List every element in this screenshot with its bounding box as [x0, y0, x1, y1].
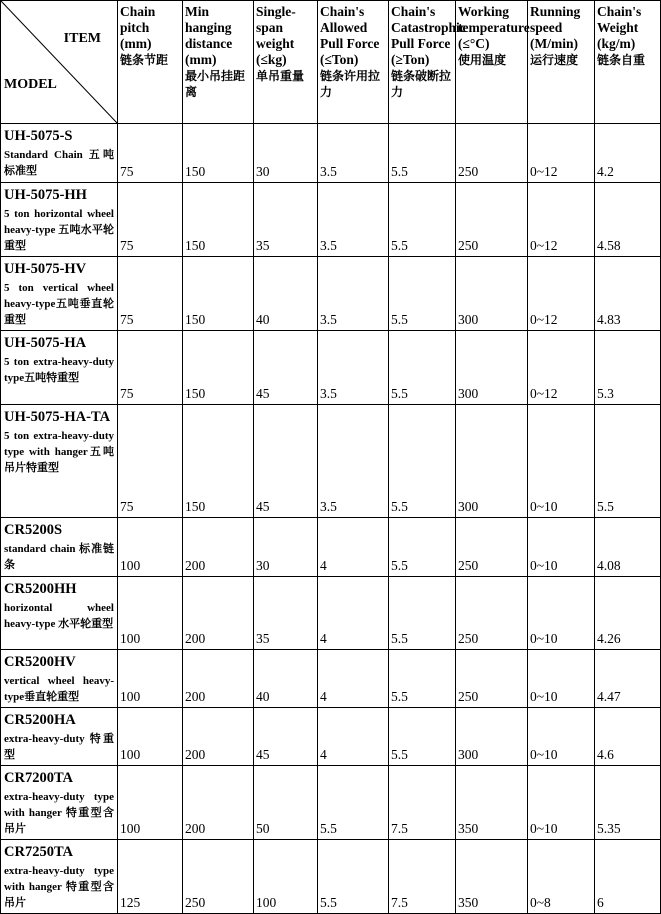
cell-chain-pitch: 125 — [118, 840, 183, 914]
cell-working-temperature: 300 — [456, 331, 528, 405]
cell-allowed-pull-force: 3.5 — [318, 331, 389, 405]
cell-min-hanging-distance: 200 — [183, 766, 254, 840]
cell-allowed-pull-force: 4 — [318, 577, 389, 650]
model-cell: UH-5075-HV 5 ton vertical wheel heavy-type五吨垂直轮重型 — [1, 257, 118, 331]
cell-running-speed: 0~10 — [528, 518, 595, 577]
cell-allowed-pull-force: 5.5 — [318, 766, 389, 840]
cell-chain-pitch: 75 — [118, 257, 183, 331]
cell-working-temperature: 250 — [456, 650, 528, 708]
cell-chain-pitch: 100 — [118, 577, 183, 650]
model-cell: CR5200HV vertical wheel heavy-type垂直轮重型 — [1, 650, 118, 708]
cell-min-hanging-distance: 200 — [183, 518, 254, 577]
diagonal-divider — [1, 1, 118, 124]
table-row — [1, 518, 661, 577]
model-cell: UH-5075-HA 5 ton extra-heavy-duty type五吨特重型 — [1, 331, 118, 405]
cell-catastrophic-pull-force: 5.5 — [389, 124, 456, 183]
col-header-min-hanging-distance: Min hanging distance (mm) 最小吊挂距离 — [183, 1, 254, 124]
col-header-single-span-weight: Single-span weight (≤kg) 单吊重量 — [254, 1, 318, 124]
cell-chain-weight: 5.35 — [595, 766, 661, 840]
table-row — [1, 708, 661, 766]
cell-min-hanging-distance: 200 — [183, 650, 254, 708]
cell-chain-pitch: 75 — [118, 331, 183, 405]
cell-min-hanging-distance: 150 — [183, 183, 254, 257]
cell-chain-weight: 4.08 — [595, 518, 661, 577]
cell-min-hanging-distance: 200 — [183, 577, 254, 650]
cell-catastrophic-pull-force: 5.5 — [389, 331, 456, 405]
cell-allowed-pull-force: 4 — [318, 708, 389, 766]
cell-chain-weight: 5.5 — [595, 405, 661, 518]
cell-working-temperature: 350 — [456, 766, 528, 840]
cell-chain-pitch: 100 — [118, 518, 183, 577]
cell-catastrophic-pull-force: 5.5 — [389, 577, 456, 650]
cell-min-hanging-distance: 150 — [183, 331, 254, 405]
cell-running-speed: 0~10 — [528, 708, 595, 766]
model-cell: CR5200S standard chain 标准链条 — [1, 518, 118, 577]
model-cell: UH-5075-HA-TA 5 ton extra-heavy-duty type with hanger五吨吊片特重型 — [1, 405, 118, 518]
cell-running-speed: 0~10 — [528, 577, 595, 650]
cell-allowed-pull-force: 3.5 — [318, 124, 389, 183]
table-row — [1, 405, 661, 518]
cell-working-temperature: 250 — [456, 124, 528, 183]
cell-min-hanging-distance: 150 — [183, 124, 254, 183]
model-cell: CR5200HH horizontal wheel heavy-type 水平轮重型 — [1, 577, 118, 650]
cell-chain-pitch: 75 — [118, 183, 183, 257]
model-cell: UH-5075-S Standard Chain 五吨标准型 — [1, 124, 118, 183]
cell-chain-weight: 4.6 — [595, 708, 661, 766]
cell-working-temperature: 350 — [456, 840, 528, 914]
cell-working-temperature: 300 — [456, 708, 528, 766]
cell-single-span-weight: 40 — [254, 257, 318, 331]
model-cell: CR7250TA extra-heavy-duty type with hanger 特重型含吊片 — [1, 840, 118, 914]
cell-single-span-weight: 30 — [254, 124, 318, 183]
cell-chain-weight: 5.3 — [595, 331, 661, 405]
cell-running-speed: 0~12 — [528, 331, 595, 405]
cell-chain-weight: 4.83 — [595, 257, 661, 331]
cell-running-speed: 0~12 — [528, 183, 595, 257]
cell-single-span-weight: 35 — [254, 577, 318, 650]
cell-min-hanging-distance: 150 — [183, 405, 254, 518]
cell-allowed-pull-force: 4 — [318, 518, 389, 577]
model-cell: CR7200TA extra-heavy-duty type with hanger 特重型含吊片 — [1, 766, 118, 840]
cell-min-hanging-distance: 200 — [183, 708, 254, 766]
cell-single-span-weight: 100 — [254, 840, 318, 914]
cell-single-span-weight: 35 — [254, 183, 318, 257]
cell-single-span-weight: 45 — [254, 708, 318, 766]
cell-allowed-pull-force: 4 — [318, 650, 389, 708]
item-model-corner-cell — [1, 1, 118, 124]
cell-catastrophic-pull-force: 5.5 — [389, 518, 456, 577]
cell-min-hanging-distance: 150 — [183, 257, 254, 331]
cell-single-span-weight: 50 — [254, 766, 318, 840]
cell-chain-pitch: 100 — [118, 766, 183, 840]
cell-catastrophic-pull-force: 5.5 — [389, 405, 456, 518]
table-row — [1, 124, 661, 183]
table-row — [1, 766, 661, 840]
cell-allowed-pull-force: 3.5 — [318, 405, 389, 518]
cell-running-speed: 0~10 — [528, 766, 595, 840]
cell-working-temperature: 250 — [456, 183, 528, 257]
cell-running-speed: 0~10 — [528, 405, 595, 518]
cell-allowed-pull-force: 5.5 — [318, 840, 389, 914]
cell-catastrophic-pull-force: 7.5 — [389, 840, 456, 914]
cell-allowed-pull-force: 3.5 — [318, 257, 389, 331]
header-row — [1, 1, 661, 124]
cell-chain-pitch: 100 — [118, 708, 183, 766]
model-cell: CR5200HA extra-heavy-duty 特重型 — [1, 708, 118, 766]
cell-chain-weight: 4.47 — [595, 650, 661, 708]
cell-single-span-weight: 45 — [254, 405, 318, 518]
cell-chain-pitch: 100 — [118, 650, 183, 708]
cell-chain-weight: 4.2 — [595, 124, 661, 183]
table-row — [1, 331, 661, 405]
col-header-allowed-pull-force: Chain's Allowed Pull Force (≤Ton) 链条许用拉力 — [318, 1, 389, 124]
cell-working-temperature: 250 — [456, 577, 528, 650]
col-header-chain-weight: Chain's Weight (kg/m) 链条自重 — [595, 1, 661, 124]
cell-working-temperature: 300 — [456, 405, 528, 518]
cell-single-span-weight: 30 — [254, 518, 318, 577]
cell-single-span-weight: 45 — [254, 331, 318, 405]
col-header-running-speed: Running speed (M/min) 运行速度 — [528, 1, 595, 124]
cell-chain-pitch: 75 — [118, 124, 183, 183]
cell-running-speed: 0~8 — [528, 840, 595, 914]
cell-chain-pitch: 75 — [118, 405, 183, 518]
cell-running-speed: 0~10 — [528, 650, 595, 708]
cell-catastrophic-pull-force: 5.5 — [389, 257, 456, 331]
col-header-chain-pitch: Chain pitch (mm) 链条节距 — [118, 1, 183, 124]
col-header-working-temperature: Working temperature (≤°C) 使用温度 — [456, 1, 528, 124]
table-row — [1, 577, 661, 650]
cell-catastrophic-pull-force: 5.5 — [389, 183, 456, 257]
item-label: ITEM — [63, 31, 101, 46]
cell-catastrophic-pull-force: 5.5 — [389, 708, 456, 766]
cell-running-speed: 0~12 — [528, 124, 595, 183]
cell-working-temperature: 250 — [456, 518, 528, 577]
cell-running-speed: 0~12 — [528, 257, 595, 331]
table-row — [1, 183, 661, 257]
cell-catastrophic-pull-force: 5.5 — [389, 650, 456, 708]
table-row — [1, 257, 661, 331]
cell-single-span-weight: 40 — [254, 650, 318, 708]
cell-allowed-pull-force: 3.5 — [318, 183, 389, 257]
table-row — [1, 840, 661, 914]
cell-chain-weight: 4.58 — [595, 183, 661, 257]
model-cell: UH-5075-HH 5 ton horizontal wheel heavy-type 五吨水平轮重型 — [1, 183, 118, 257]
model-label: MODEL — [4, 77, 57, 92]
table-row — [1, 650, 661, 708]
cell-min-hanging-distance: 250 — [183, 840, 254, 914]
col-header-catastrophic-pull-force: Chain's Catastrophic Pull Force (≥Ton) 链条破断拉力 — [389, 1, 456, 124]
cell-working-temperature: 300 — [456, 257, 528, 331]
cell-chain-weight: 6 — [595, 840, 661, 914]
cell-catastrophic-pull-force: 7.5 — [389, 766, 456, 840]
cell-chain-weight: 4.26 — [595, 577, 661, 650]
